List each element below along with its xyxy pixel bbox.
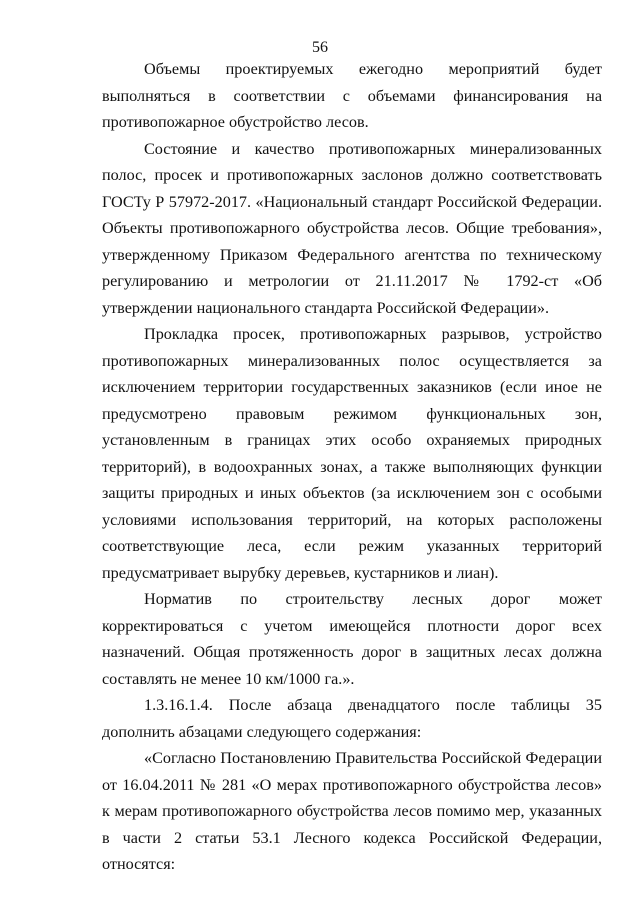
- page-number: 56: [312, 39, 328, 56]
- paragraph-road-density-norm: Норматив по строительству лесных дорог может корректироваться с учетом имеющейся плотности дорог всех назначений. Общая протяженность дорог в защитных лесах должна составлять не менее 10 км/1000 га.».: [102, 590, 602, 688]
- paragraph-scope-of-measures: Объемы проектируемых ежегодно мероприятий будет выполняться в соответствии с объемами финансирования на противопожарное обустройство лесов.: [102, 60, 602, 131]
- document-body: [102, 56, 602, 878]
- paragraph-government-decree: «Согласно Постановлению Правительства Российской Федерации от 16.04.2011 № 281 «О мерах противопожарного обустройства лесов» к мерам противопожарного обустройства лесов помимо мер, указанных в части 2 статьи 53.1 Лесного кодекса Российской Федерации, относятся:: [102, 749, 602, 873]
- paragraph-amendment-instruction: 1.3.16.1.4. После абзаца двенадцатого после таблицы 35 дополнить абзацами следующего содержания:: [102, 696, 602, 741]
- paragraph-gost-requirements: Состояние и качество противопожарных минерализованных полос, просек и противопожарных заслонов должно соответствовать ГОСТу Р 57972-2017. «Национальный стандарт Российской Федерации. Объекты противопожарного обустройства лесов. Общие требования», утвержденному Приказом Федерального агентства по техническому регулированию и метрологии от 21.11.2017 № 1792-ст «Об утверждении национального стандарта Российской Федерации».: [102, 139, 602, 317]
- paragraph-clearing-restrictions: Прокладка просек, противопожарных разрывов, устройство противопожарных минерализованных полос осуществляется за исключением территории государственных заказников (если иное не предусмотрено правовым режимом функциональных зон, установленным в границах этих особо охраняемых природных территорий), в водоохранных зонах, а также выполняющих функции защиты природных и иных объектов (за исключением зон с особыми условиями использования территорий, на которых расположены соответствующие леса, если режим указанных территорий предусматривает вырубку деревьев, кустарников и лиан).: [102, 325, 602, 582]
